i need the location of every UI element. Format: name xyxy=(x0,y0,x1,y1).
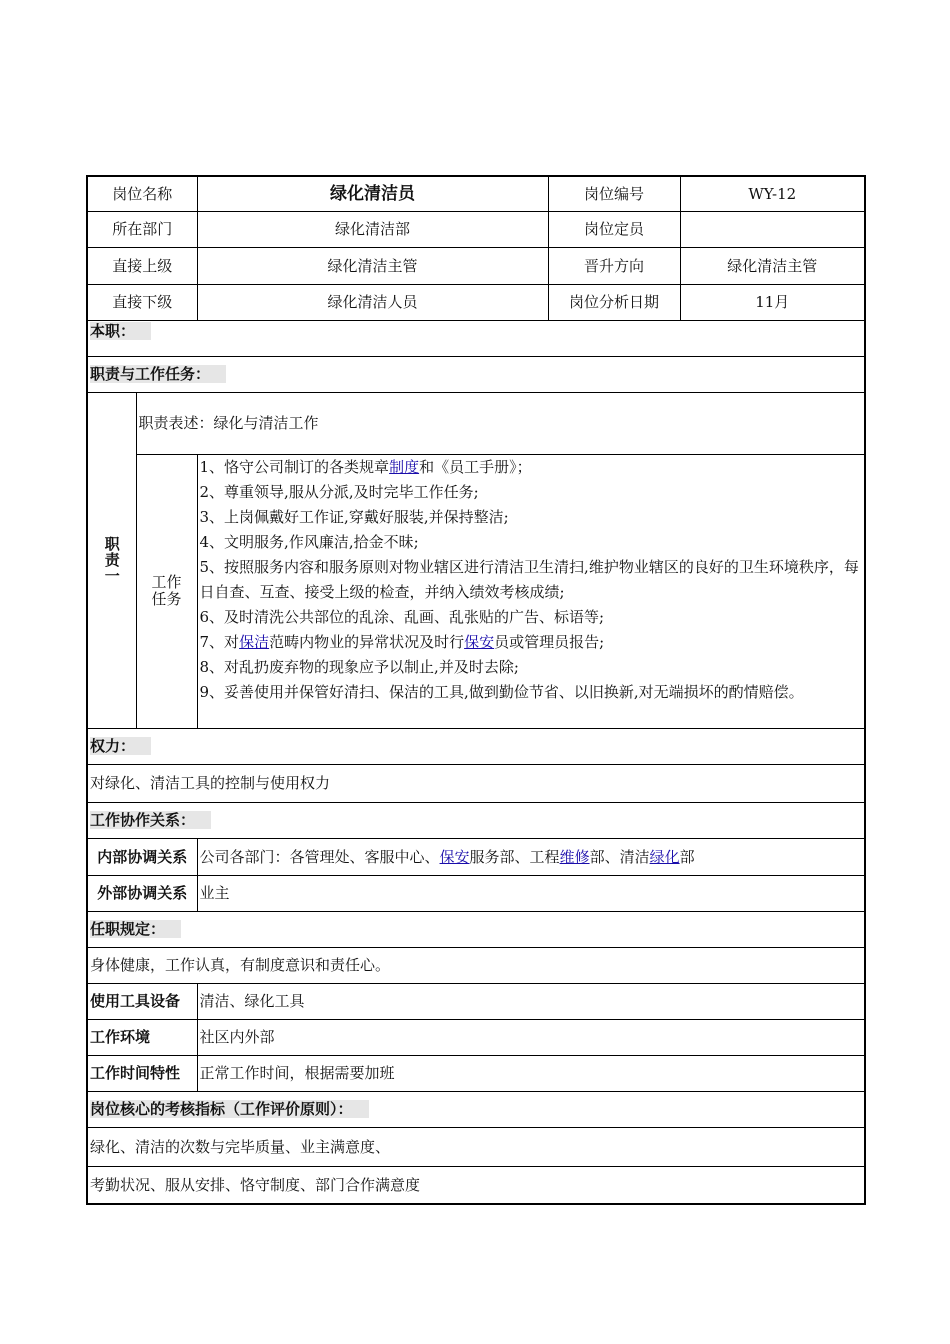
relation-text: 部 xyxy=(679,847,695,866)
job-description-table xyxy=(86,175,866,1205)
statement-row xyxy=(87,392,865,454)
security-link[interactable]: 保安 xyxy=(439,847,470,866)
task-item-7 xyxy=(200,630,863,655)
work-time-row xyxy=(87,1055,865,1091)
duty-section-row xyxy=(87,320,865,356)
security-link[interactable]: 保安 xyxy=(464,632,495,651)
cleaning-link[interactable]: 保洁 xyxy=(239,632,270,651)
responsibility-statement: 职责表述：绿化与清洁工作 xyxy=(136,392,865,454)
external-relations-row xyxy=(87,875,865,911)
tasks-list xyxy=(197,454,865,728)
quota-value xyxy=(680,211,865,247)
dept-label: 所在部门 xyxy=(87,211,197,247)
work-time-value: 正常工作时间，根据需要加班 xyxy=(197,1055,865,1091)
internal-relations-value xyxy=(197,838,865,875)
tasks-label-line2: 任务 xyxy=(151,590,182,608)
task-text: 员或管理员报告; xyxy=(494,632,605,651)
environment-value: 社区内外部 xyxy=(197,1019,865,1055)
relation-text: 公司各部门：各管理处、客服中心、 xyxy=(199,847,440,866)
task-item-8: 8、对乱扔废弃物的现象应予以制止,并及时去除; xyxy=(199,657,519,676)
responsibility-group-label: 职责一 xyxy=(102,536,121,584)
task-text: 7、对 xyxy=(199,632,240,651)
task-text: 1、恪守公司制订的各类规章 xyxy=(199,457,390,476)
date-label: 岗位分析日期 xyxy=(548,284,680,320)
tools-value: 清洁、绿化工具 xyxy=(197,983,865,1019)
tasks-label-line1: 工作 xyxy=(151,573,182,591)
requirements-section-label: 任职规定： xyxy=(90,920,181,938)
external-relations-value: 业主 xyxy=(197,875,865,911)
duty-section-label: 本职： xyxy=(90,322,151,340)
work-time-label: 工作时间特性 xyxy=(87,1055,197,1091)
task-item-9: 9、妥善使用并保管好清扫、保洁的工具,做到勤俭节省、以旧换新,对无端损坏的酌情赔偿。 xyxy=(199,682,804,701)
maintenance-link[interactable]: 维修 xyxy=(559,847,590,866)
kpi-row-2 xyxy=(87,1166,865,1204)
responsibilities-section-label: 职责与工作任务： xyxy=(90,365,226,383)
relations-header-row xyxy=(87,802,865,838)
subordinate-value: 绿化清洁人员 xyxy=(197,284,548,320)
requirements-text: 身体健康，工作认真，有制度意识和责任心。 xyxy=(87,947,865,983)
dept-value: 绿化清洁部 xyxy=(197,211,548,247)
rules-link[interactable]: 制度 xyxy=(389,457,420,476)
internal-relations-label: 内部协调关系 xyxy=(87,838,197,875)
task-item-6: 6、及时清洗公共部位的乱涂、乱画、乱张贴的广告、标语等; xyxy=(199,607,605,626)
kpi-line-2: 考勤状况、服从安排、恪守制度、部门合作满意度 xyxy=(87,1166,865,1204)
task-text: 范畴内物业的异常状况及时行 xyxy=(269,632,465,651)
kpi-header-row xyxy=(87,1091,865,1127)
task-item-3: 3、上岗佩戴好工作证,穿戴好服装,并保持整洁; xyxy=(199,507,509,526)
superior-label: 直接上级 xyxy=(87,247,197,284)
code-label: 岗位编号 xyxy=(548,176,680,211)
title-label: 岗位名称 xyxy=(87,176,197,211)
kpi-row-1 xyxy=(87,1127,865,1166)
external-relations-label: 外部协调关系 xyxy=(87,875,197,911)
relations-section-label: 工作协作关系： xyxy=(90,811,211,829)
authority-header-row xyxy=(87,728,865,764)
task-text: 和《员工手册》； xyxy=(419,457,532,476)
authority-section-label: 权力： xyxy=(90,737,151,755)
promotion-value: 绿化清洁主管 xyxy=(680,247,865,284)
task-item-5: 5、按照服务内容和服务原则对物业辖区进行清洁卫生清扫,维护物业辖区的良好的卫生环境秩序，每日自查、互查、接受上级的检查，并纳入绩效考核成绩; xyxy=(199,557,859,601)
authority-text: 对绿化、清洁工具的控制与使用权力 xyxy=(87,764,865,802)
internal-relations-row xyxy=(87,838,865,875)
task-item-1 xyxy=(200,455,863,480)
task-item-4: 4、文明服务,作风廉洁,拾金不昧; xyxy=(199,532,419,551)
relation-text: 部、清洁 xyxy=(589,847,650,866)
quota-label: 岗位定员 xyxy=(548,211,680,247)
tools-label: 使用工具设备 xyxy=(87,983,197,1019)
requirements-text-row xyxy=(87,947,865,983)
responsibilities-header-row xyxy=(87,356,865,392)
job-description-sheet xyxy=(86,175,864,1205)
tasks-label-cell xyxy=(136,454,197,728)
kpi-section-label: 岗位核心的考核指标（工作评价原则）： xyxy=(90,1100,369,1118)
job-title: 绿化清洁员 xyxy=(197,176,548,211)
environment-label: 工作环境 xyxy=(87,1019,197,1055)
kpi-line-1: 绿化、清洁的次数与完毕质量、业主满意度、 xyxy=(87,1127,865,1166)
info-row-dept xyxy=(87,211,865,247)
date-value: 11月 xyxy=(680,284,865,320)
info-row-superior xyxy=(87,247,865,284)
promotion-label: 晋升方向 xyxy=(548,247,680,284)
relation-text: 服务部、工程 xyxy=(469,847,560,866)
superior-value: 绿化清洁主管 xyxy=(197,247,548,284)
greening-link[interactable]: 绿化 xyxy=(649,847,680,866)
task-item-2: 2、尊重领导,服从分派,及时完毕工作任务; xyxy=(199,482,479,501)
responsibility-group-cell xyxy=(87,392,136,728)
tools-row xyxy=(87,983,865,1019)
requirements-header-row xyxy=(87,911,865,947)
tasks-row xyxy=(87,454,865,728)
authority-row xyxy=(87,764,865,802)
info-row-subordinate xyxy=(87,284,865,320)
code-value: WY-12 xyxy=(680,176,865,211)
environment-row xyxy=(87,1019,865,1055)
info-row-title xyxy=(87,176,865,211)
subordinate-label: 直接下级 xyxy=(87,284,197,320)
